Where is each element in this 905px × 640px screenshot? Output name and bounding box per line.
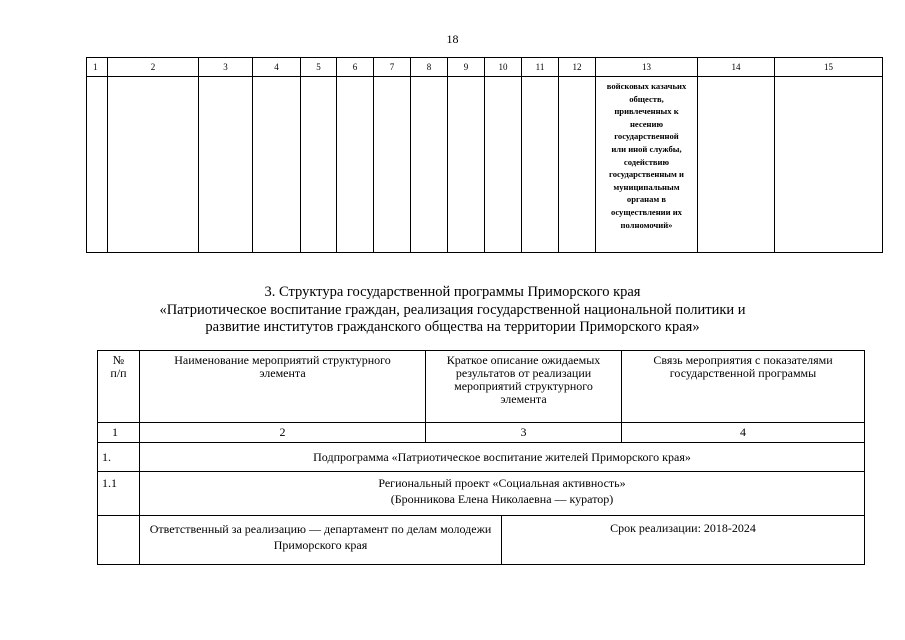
header-num-cell: № п/п [98, 351, 140, 423]
continuation-row [87, 77, 883, 253]
col-number-cell: 3 [199, 58, 253, 77]
empty-cell [698, 77, 775, 253]
empty-cell [301, 77, 337, 253]
project-line: (Бронникова Елена Николаевна — куратор) [390, 492, 614, 506]
responsible-text [140, 516, 502, 564]
col13-text-cell [596, 77, 698, 253]
col-number-cell: 10 [485, 58, 522, 77]
col13-line: содействию [623, 156, 670, 167]
responsible-row [98, 516, 865, 565]
col-number-cell: 8 [411, 58, 448, 77]
section-title-line: «Патриотическое воспитание граждан, реализация государственной национальной политики и [159, 301, 746, 318]
col13-line: осуществлении их [611, 206, 682, 217]
column-number-row [98, 423, 865, 443]
term-text: Срок реализации: 2018-2024 [610, 521, 756, 535]
col13-line: полномочий» [620, 219, 673, 230]
header-name-cell: Наименование мероприятий структурного элемента [140, 351, 426, 423]
empty-cell [559, 77, 596, 253]
row-number: 1. [98, 443, 140, 472]
responsible-cell [140, 516, 865, 565]
page-number: 18 [446, 32, 459, 46]
col-number-cell: 7 [374, 58, 411, 77]
empty-cell [98, 516, 140, 565]
structure-table [97, 350, 865, 565]
header-row [98, 351, 865, 423]
project-line: Региональный проект «Социальная активность» [378, 476, 626, 490]
header-results-cell: Краткое описание ожидаемых результатов от реализации мероприятий структурного элемента [426, 351, 622, 423]
continuation-table [86, 57, 883, 253]
col13-line: несению [629, 118, 664, 129]
empty-cell [775, 77, 883, 253]
col13-line: или иной службы, [611, 143, 682, 154]
col-number-cell: 14 [698, 58, 775, 77]
section-title [0, 284, 905, 337]
col-number-cell: 2 [140, 423, 426, 443]
col-number-cell: 15 [775, 58, 883, 77]
col13-line: государственным и [609, 169, 684, 180]
project-row [98, 472, 865, 516]
col-number-cell: 6 [337, 58, 374, 77]
col-number-cell: 12 [559, 58, 596, 77]
empty-cell [522, 77, 559, 253]
empty-cell [411, 77, 448, 253]
responsible-line: Ответственный за реализацию — департамент по делам [149, 522, 438, 536]
empty-cell [253, 77, 301, 253]
col13-line: войсковых казачьих [606, 81, 687, 91]
col13-line: обществ, [629, 93, 664, 104]
row-number: 1.1 [98, 472, 140, 516]
col13-line: муниципальным [613, 181, 680, 192]
responsible-line: молодежи Приморского края [273, 522, 492, 552]
col-number-cell: 5 [301, 58, 337, 77]
empty-cell [485, 77, 522, 253]
col-number-cell: 4 [622, 423, 865, 443]
subprogram-row [98, 443, 865, 472]
col-number-cell: 9 [448, 58, 485, 77]
section-title-line: 3. Структура государственной программы Приморского края [264, 284, 641, 300]
header-link-cell: Связь мероприятия с показателями государственной программы [622, 351, 865, 423]
empty-cell [199, 77, 253, 253]
empty-cell [337, 77, 374, 253]
col-number-cell: 1 [87, 58, 108, 77]
section-title-line: развитие институтов гражданского общества на территории Приморского края» [205, 319, 700, 335]
empty-cell [374, 77, 411, 253]
empty-cell [87, 77, 108, 253]
column-number-row [87, 58, 883, 77]
col-number-cell: 1 [98, 423, 140, 443]
col13-line: органам в [626, 194, 667, 205]
col13-line: государственной [614, 131, 679, 142]
col-number-cell: 13 [596, 58, 698, 77]
col-number-cell: 3 [426, 423, 622, 443]
col-number-cell: 2 [108, 58, 199, 77]
empty-cell [108, 77, 199, 253]
col13-line: привлеченных к [614, 106, 679, 117]
subprogram-title: Подпрограмма «Патриотическое воспитание жителей Приморского края» [140, 443, 865, 472]
empty-cell [448, 77, 485, 253]
col-number-cell: 11 [522, 58, 559, 77]
col-number-cell: 4 [253, 58, 301, 77]
project-title [140, 472, 865, 516]
